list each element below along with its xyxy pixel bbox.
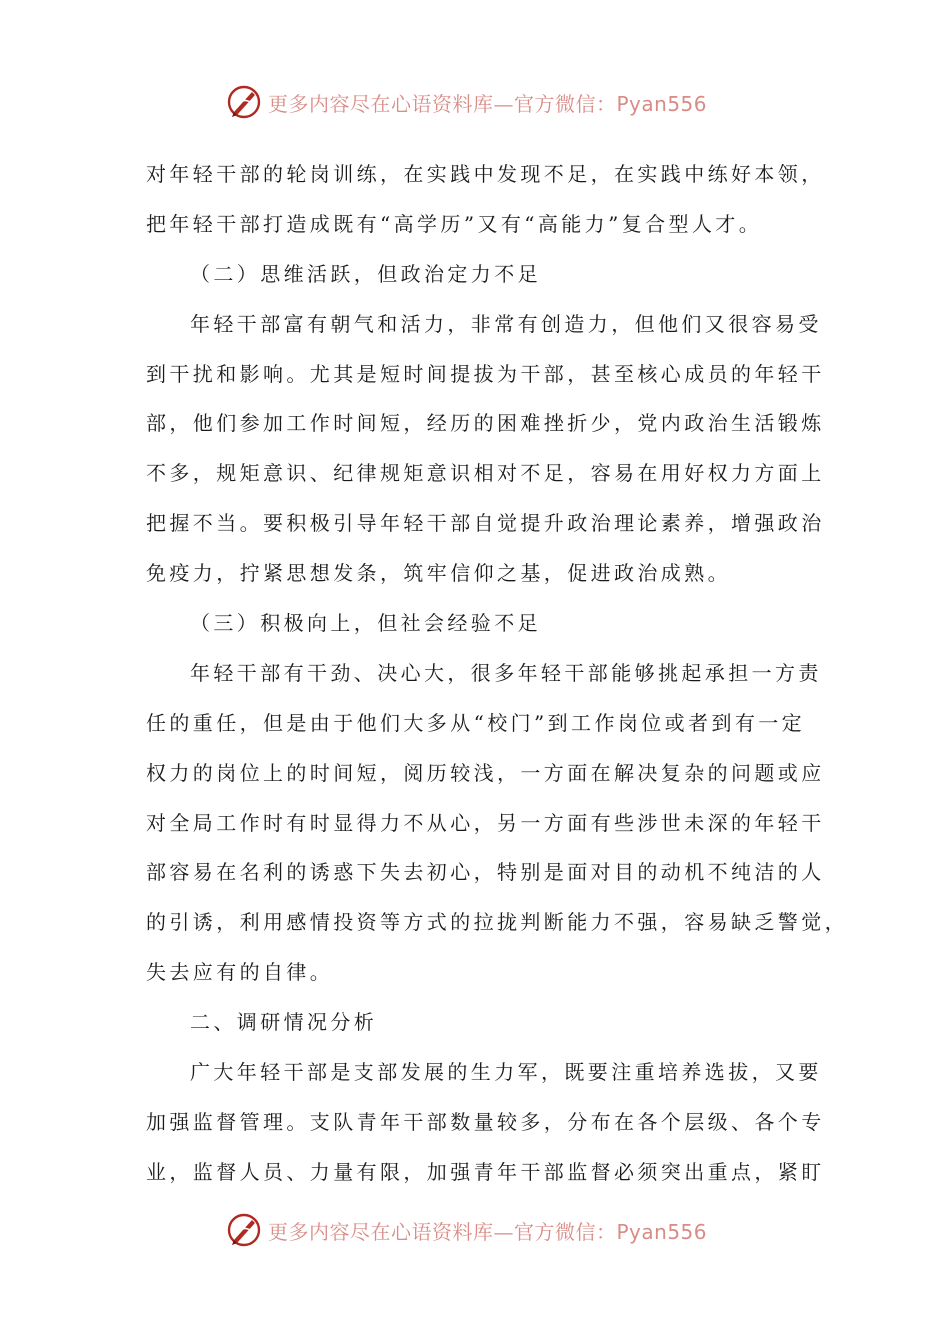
header-banner: [0, 80, 950, 124]
footer-banner-text: 更多内容尽在心语资料库—官方微信：Pyan556: [268, 1219, 708, 1244]
text-line: 任的重任，但是由于他们大多从“校门”到工作岗位或者到有一定: [146, 710, 806, 735]
text-line: 部，他们参加工作时间短，经历的困难挫折少，党内政治生活锻炼: [146, 411, 825, 436]
pen-logo-icon: [226, 1212, 262, 1248]
section-heading: （三）积极向上，但社会经验不足: [190, 611, 541, 636]
pen-logo-icon: [226, 84, 262, 120]
footer-banner: [0, 1208, 950, 1252]
section-heading: （二）思维活跃，但政治定力不足: [190, 261, 541, 286]
text-line: 失去应有的自律。: [146, 960, 334, 985]
text-line: 对年轻干部的轮岗训练，在实践中发现不足，在实践中练好本领，: [146, 162, 825, 186]
header-banner-text: 更多内容尽在心语资料库—官方微信：Pyan556: [268, 91, 708, 116]
text-line: 部容易在名利的诱惑下失去初心，特别是面对目的动机不纯洁的人: [146, 860, 825, 885]
document-body: [146, 150, 848, 1198]
text-line: 把握不当。要积极引导年轻干部自觉提升政治理论素养，增强政治: [146, 511, 825, 536]
text-line: 年轻干部富有朝气和活力，非常有创造力，但他们又很容易受: [190, 311, 822, 336]
text-line: 免疫力，拧紧思想发条，筑牢信仰之基，促进政治成熟。: [146, 561, 731, 586]
text-line: 把年轻干部打造成既有“高学历”又有“高能力”复合型人才。: [146, 211, 763, 236]
text-line: 对全局工作时有时显得力不从心，另一方面有些涉世未深的年轻干: [146, 810, 825, 835]
text-line: 的引诱，利用感情投资等方式的拉拢判断能力不强，容易缺乏警觉，: [146, 910, 848, 935]
text-line: 广大年轻干部是支部发展的生力军，既要注重培养选拔，又要: [190, 1060, 822, 1085]
text-line: 年轻干部有干劲、决心大，很多年轻干部能够挑起承担一方责: [190, 660, 822, 685]
text-line: 加强监督管理。支队青年干部数量较多，分布在各个层级、各个专: [146, 1109, 825, 1134]
text-line: 到干扰和影响。尤其是短时间提拔为干部，甚至核心成员的年轻干: [146, 361, 825, 386]
text-line: 不多，规矩意识、纪律规矩意识相对不足，容易在用好权力方面上: [146, 461, 825, 486]
section-heading: 二、调研情况分析: [190, 1010, 378, 1035]
text-line: 业，监督人员、力量有限，加强青年干部监督必须突出重点，紧盯: [146, 1159, 825, 1184]
text-line: 权力的岗位上的时间短，阅历较浅，一方面在解决复杂的问题或应: [146, 760, 825, 785]
